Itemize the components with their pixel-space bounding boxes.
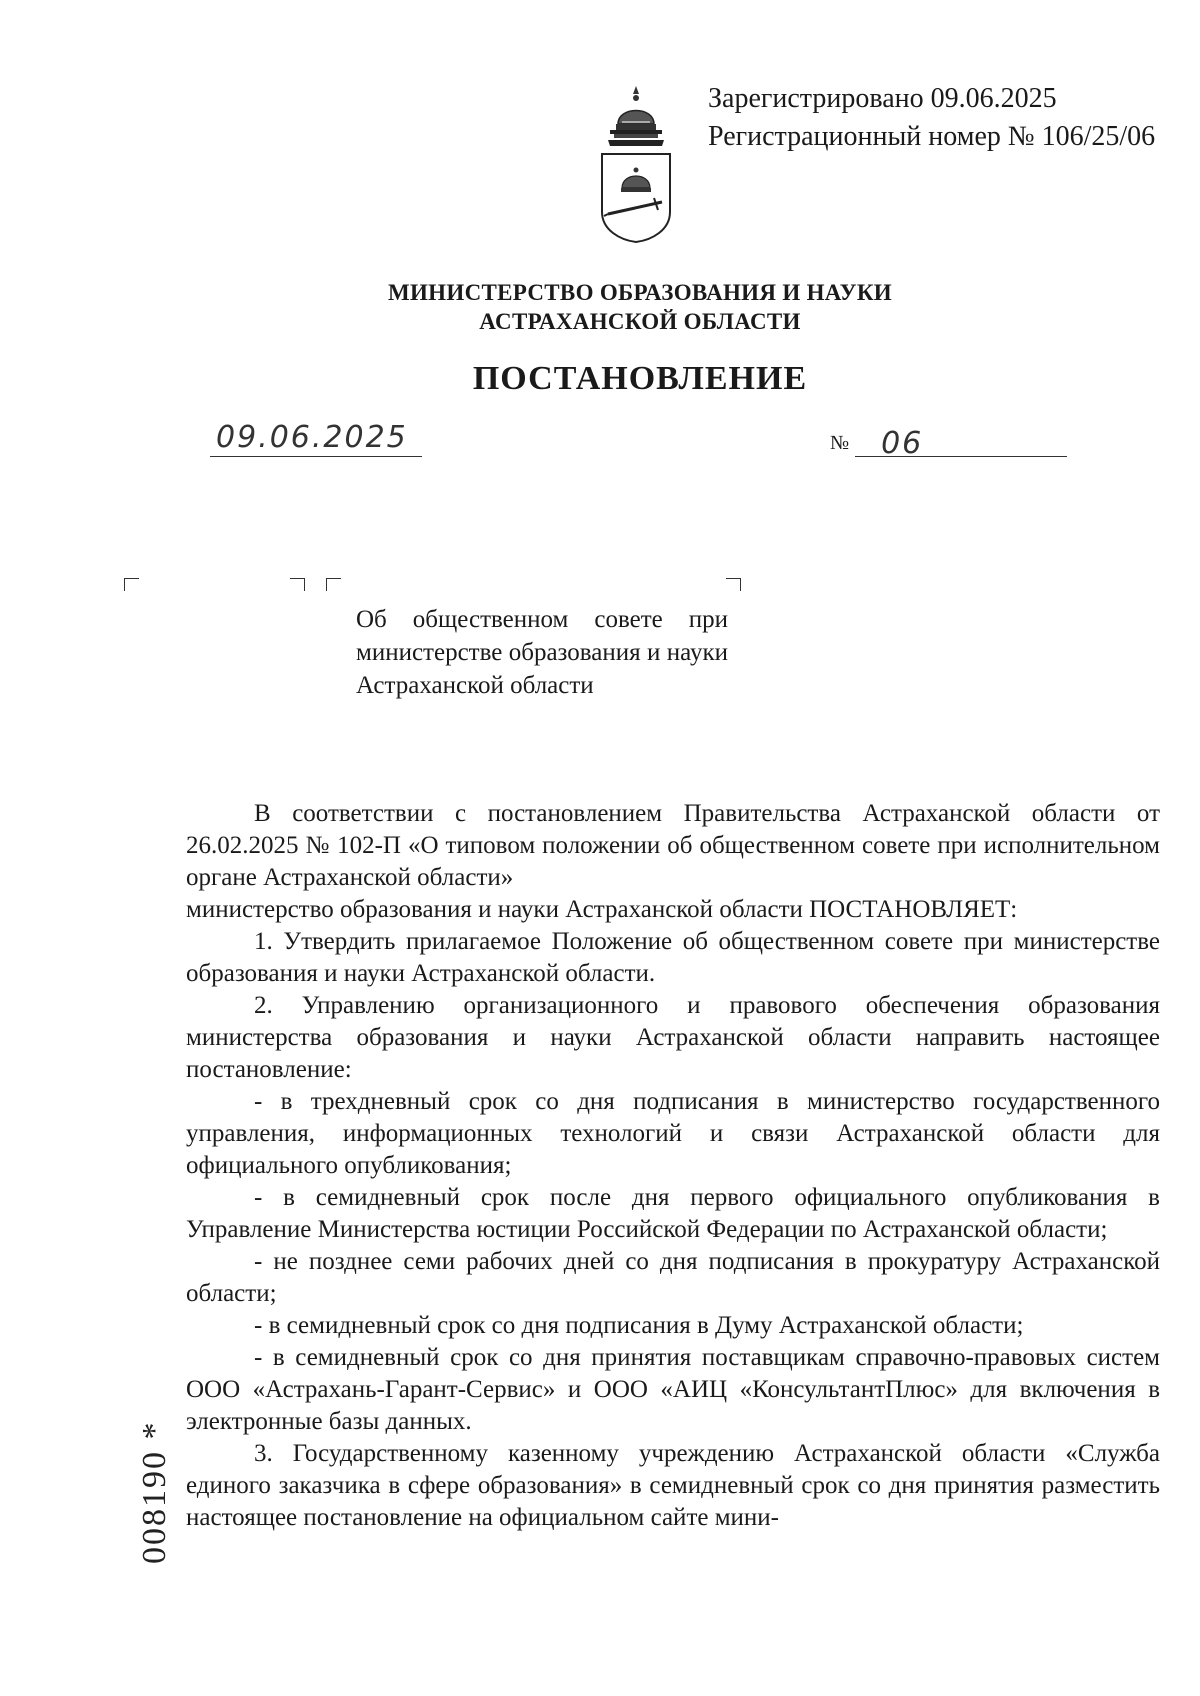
body-item-1: 1. Утвердить прилагаемое Положение об общественном совете при министерстве образования и науки Астраханской области. bbox=[186, 928, 1160, 987]
ministry-name-line2: АСТРАХАНСКОЙ ОБЛАСТИ bbox=[479, 309, 801, 334]
body-preamble: В соответствии с постановлением Правительства Астраханской области от 26.02.2025 № 102-П «О типовом положении об общественном совете при исполнительном органе Астраханской области» bbox=[186, 800, 1160, 891]
body-item-2-sub-4: - в семидневный срок со дня подписания в Думу Астраханской области; bbox=[254, 1312, 1024, 1339]
document-date-field bbox=[210, 420, 422, 457]
document-number-field bbox=[830, 426, 1067, 461]
body-item-2: 2. Управлению организационного и правового обеспечения образования министерства образования и науки Астраханской области направить настоящее постановление: bbox=[186, 992, 1160, 1083]
registration-number: Регистрационный номер № 106/25/06 bbox=[708, 121, 1156, 152]
body-item-2-sub-5: - в семидневный срок со дня принятия поставщикам справочно-правовых систем ООО «Астрахань-Гарант-Сервис» и ООО «АИЦ «КонсультантПлюс» для включения в электронные базы данных. bbox=[186, 1344, 1160, 1435]
registration-info bbox=[708, 80, 1155, 156]
body-item-3: 3. Государственному казенному учреждению Астраханской области «Служба единого заказчика в сфере образования» в семидневный срок со дня принятия разместить настоящее постановление на официальном сайте мини- bbox=[186, 1440, 1160, 1531]
number-sign: № bbox=[830, 432, 850, 454]
body-item-2-sub-2: - в семидневный срок после дня первого официального опубликования в Управление Министерства юстиции Российской Федерации по Астраханской области; bbox=[186, 1184, 1160, 1243]
registration-date: Зарегистрировано 09.06.2025 bbox=[708, 83, 1057, 114]
body-item-2-sub-1: - в трехдневный срок со дня подписания в министерство государственного управления, информационных технологий и связи Астраханской области для официального опубликования; bbox=[186, 1088, 1160, 1179]
document-number-handwritten: 06 bbox=[881, 426, 924, 461]
document-body bbox=[186, 798, 1160, 1534]
document-subject: Об общественном совете при министерстве образования и науки Астраханской области bbox=[356, 606, 728, 699]
side-serial-stamp: 008190 * bbox=[136, 1420, 173, 1564]
ministry-name bbox=[0, 278, 1200, 336]
document-type-title: ПОСТАНОВЛЕНИЕ bbox=[472, 360, 808, 397]
bracket-mark-right-close bbox=[726, 578, 741, 591]
bracket-mark-left-open bbox=[124, 578, 139, 591]
document-date-handwritten: 09.06.2025 bbox=[216, 420, 408, 455]
bracket-mark-right-open bbox=[326, 578, 341, 591]
ministry-name-line1: МИНИСТЕРСТВО ОБРАЗОВАНИЯ И НАУКИ bbox=[387, 280, 892, 305]
body-item-2-sub-3: - не позднее семи рабочих дней со дня подписания в прокуратуру Астраханской области; bbox=[186, 1248, 1160, 1307]
body-decree-line: министерство образования и науки Астраханской области ПОСТАНОВЛЯЕТ: bbox=[186, 896, 1018, 923]
coat-of-arms-emblem bbox=[596, 84, 676, 244]
bracket-mark-left-close bbox=[290, 578, 305, 591]
document-number-line bbox=[855, 426, 1067, 461]
